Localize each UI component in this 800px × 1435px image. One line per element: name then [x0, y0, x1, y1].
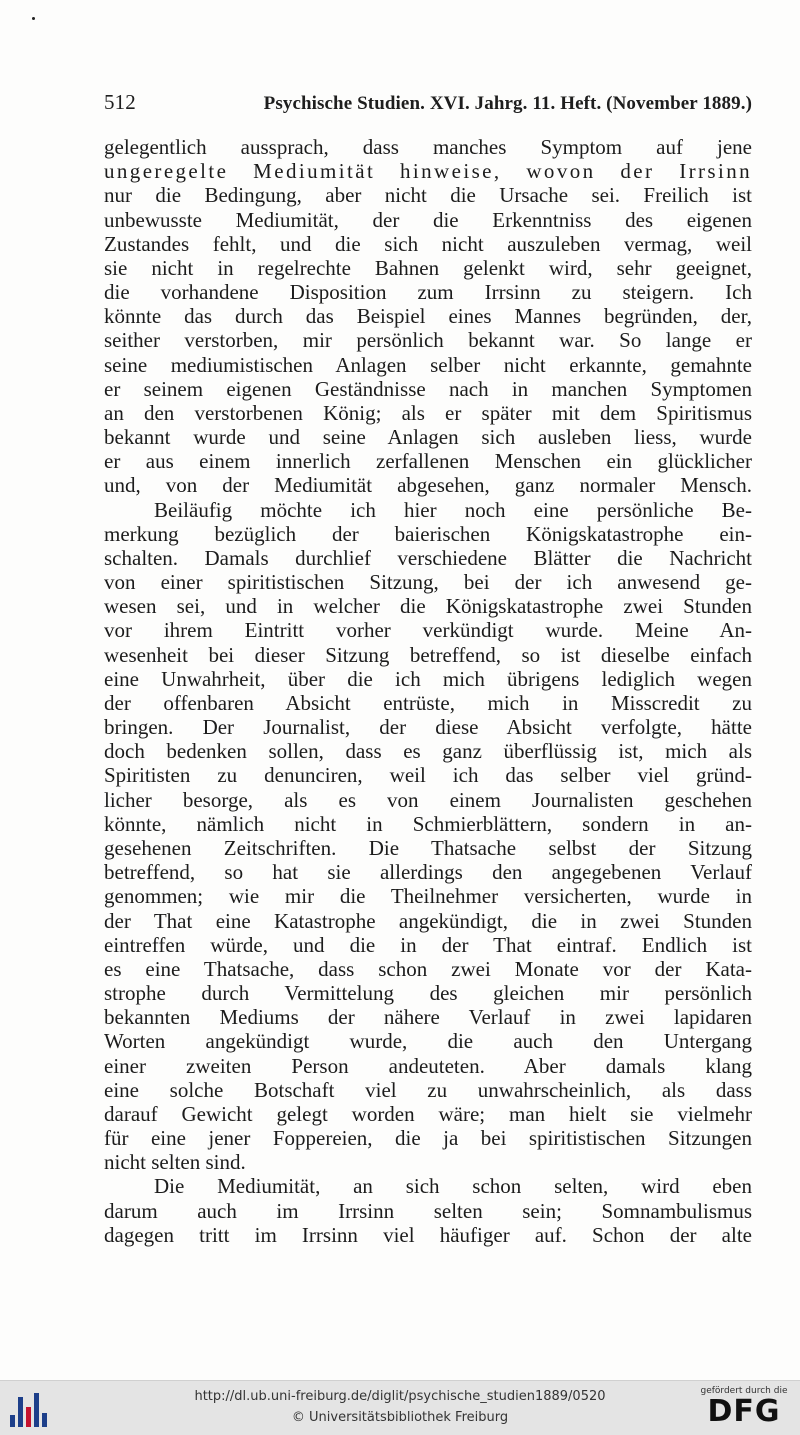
- text-line: Zustandes fehlt, und die sich nicht auszuleben vermag, weil: [104, 231, 752, 256]
- text-line: könnte, nämlich nicht in Schmierblättern, sondern in an-: [104, 811, 752, 836]
- text-line: wesen sei, und in welcher die Königskatastrophe zwei Stunden: [104, 594, 752, 619]
- text-line: einer zweiten Person andeuteten. Aber damals klang: [104, 1053, 752, 1078]
- text-line: unbewusste Mediumität, der die Erkenntniss des eigenen: [104, 207, 752, 232]
- text-line: vor ihrem Eintritt vorher verkündigt wurde. Meine An-: [104, 618, 752, 643]
- text-line: Worten angekündigt wurde, die auch den Untergang: [104, 1029, 752, 1054]
- permalink-url[interactable]: http://dl.ub.uni-freiburg.de/diglit/psychische_studien1889/0520: [194, 1389, 606, 1404]
- text-line: schalten. Damals durchlief verschiedene Blätter die Nachricht: [104, 545, 752, 570]
- text-line: eine solche Botschaft viel zu unwahrscheinlich, als dass: [104, 1077, 752, 1102]
- text-line: dagegen tritt im Irrsinn viel häufiger auf. Schon der alte: [104, 1222, 752, 1247]
- text-line: darum auch im Irrsinn selten sein; Somnambulismus: [104, 1198, 752, 1223]
- text-line: könnte das durch das Beispiel eines Mannes begründen, der,: [104, 304, 752, 329]
- ub-freiburg-logo-icon: [10, 1391, 50, 1427]
- text-line: ungeregelte Mediumität hinweise, wovon der Irrsinn: [104, 159, 752, 184]
- text-line: Beiläufig möchte ich hier noch eine persönliche Be-: [154, 497, 752, 522]
- text-line: darauf Gewicht gelegt worden wäre; man hielt sie vielmehr: [104, 1101, 752, 1126]
- text-line: gesehenen Zeitschriften. Die Thatsache selbst der Sitzung: [104, 835, 752, 860]
- text-line: gelegentlich aussprach, dass manches Symptom auf jene: [104, 135, 752, 159]
- text-line: der That eine Katastrophe angekündigt, die in zwei Stunden: [104, 908, 752, 933]
- text-line: seine mediumistischen Anlagen selber nicht erkannte, gemahnte: [104, 352, 752, 377]
- text-line: er seinem eigenen Geständnisse nach in manchen Symptomen: [104, 376, 752, 401]
- scan-speck: [32, 17, 35, 20]
- text-line: bekannt wurde und seine Anlagen sich ausleben liess, wurde: [104, 425, 752, 450]
- text-line: die vorhandene Disposition zum Irrsinn zu steigern. Ich: [104, 280, 752, 305]
- text-line: der offenbaren Absicht entrüste, mich in Misscredit zu: [104, 690, 752, 715]
- text-line: Die Mediumität, an sich schon selten, wird eben: [154, 1174, 752, 1199]
- text-line: nur die Bedingung, aber nicht die Ursache sei. Freilich ist: [104, 183, 752, 208]
- page-number: 512: [104, 90, 136, 114]
- text-line: bekannten Mediums der nähere Verlauf in zwei lapidaren: [104, 1005, 752, 1030]
- text-line: seither verstorben, mir persönlich bekannt war. So lange er: [104, 328, 752, 353]
- text-line: und, von der Mediumität abgesehen, ganz normaler Mensch.: [104, 473, 752, 498]
- text-line: betreffend, so hat sie allerdings den angegebenen Verlauf: [104, 860, 752, 885]
- viewer-footer: [0, 1380, 800, 1435]
- text-line: nicht selten sind.: [104, 1150, 246, 1175]
- text-line: genommen; wie mir die Theilnehmer versicherten, wurde in: [104, 884, 752, 909]
- text-line: für eine jener Foppereien, die ja bei spiritistischen Sitzungen: [104, 1126, 752, 1151]
- dfg-logo: [698, 1386, 790, 1432]
- running-title: Psychische Studien. XVI. Jahrg. 11. Heft. (November 1889.): [263, 93, 752, 114]
- running-header: [104, 90, 752, 116]
- text-line: an den verstorbenen König; als er später mit dem Spiritismus: [104, 400, 752, 425]
- text-line: strophe durch Vermittelung des gleichen mir persönlich: [104, 981, 752, 1006]
- text-line: Spiritisten zu denunciren, weil ich das selber viel gründ-: [104, 763, 752, 788]
- dfg-caption: gefördert durch die: [700, 1386, 788, 1396]
- dfg-logo-icon: DFG: [707, 1394, 781, 1429]
- copyright-notice: © Universitätsbibliothek Freiburg: [291, 1410, 509, 1425]
- text-line: von einer spiritistischen Sitzung, bei der ich anwesend ge-: [104, 570, 752, 595]
- text-line: wesenheit bei dieser Sitzung betreffend, so ist dieselbe einfach: [104, 642, 752, 667]
- text-line: eintreffen würde, und die in der That eintraf. Endlich ist: [104, 932, 752, 957]
- text-line: es eine Thatsache, dass schon zwei Monate vor der Kata-: [104, 956, 752, 981]
- text-line: merkung bezüglich der baierischen Königskatastrophe ein-: [104, 521, 752, 546]
- body-text: [104, 135, 752, 1247]
- text-line: eine Unwahrheit, über die ich mich übrigens lediglich wegen: [104, 666, 752, 691]
- text-line: er aus einem innerlich zerfallenen Menschen ein glücklicher: [104, 449, 752, 474]
- text-line: sie nicht in regelrechte Bahnen gelenkt wird, sehr geeignet,: [104, 255, 752, 280]
- text-line: bringen. Der Journalist, der diese Absicht verfolgte, hätte: [104, 715, 752, 740]
- text-line: licher besorge, als es von einem Journalisten geschehen: [104, 787, 752, 812]
- text-line: doch bedenken sollen, dass es ganz überflüssig ist, mich als: [104, 739, 752, 764]
